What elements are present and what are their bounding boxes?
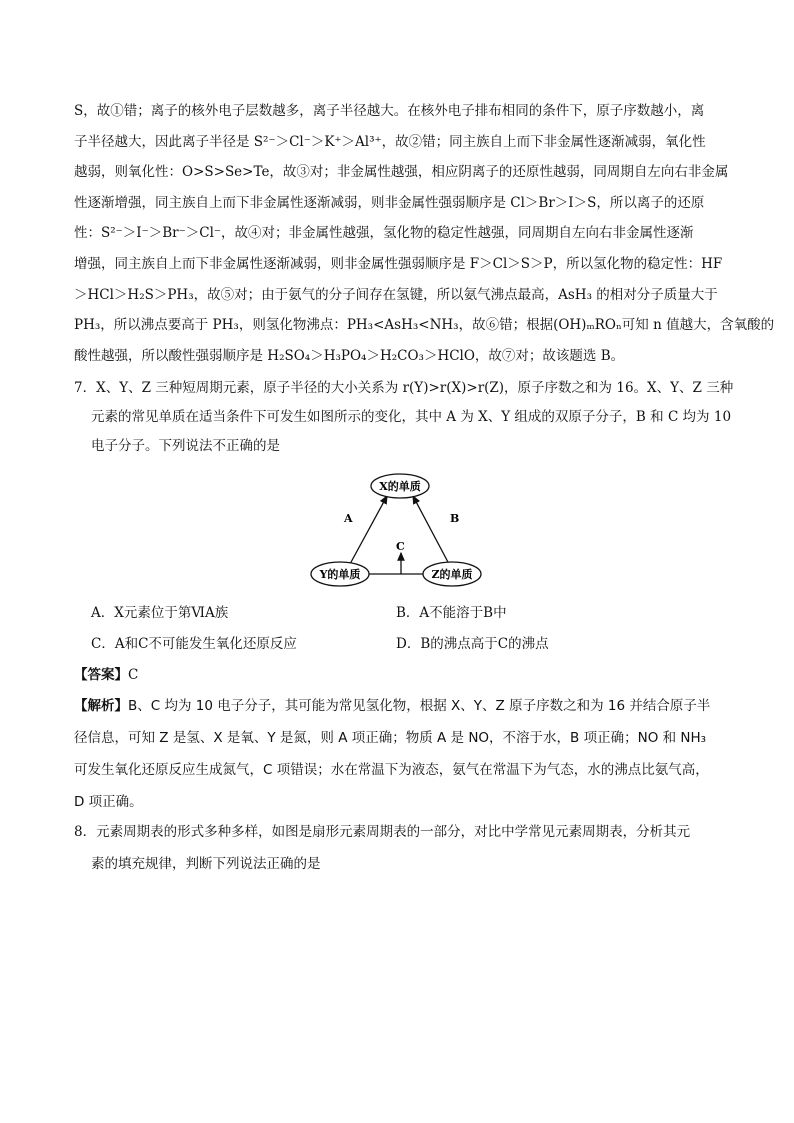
node-z-label: Z的单质: [431, 568, 473, 581]
analysis-line: 可发生氧化还原反应生成氮气，C 项错误；水在常温下为液态，氨气在常温下为气态，水的沸点比氨气高，: [74, 762, 709, 778]
analysis-line: B、C 均为 10 电子分子，其可能为常见氢化物，根据 X、Y、Z 原子序数之和为 16 并结合原子半: [128, 698, 711, 714]
passage-line: 增强，同主族自上而下非金属性逐渐减弱，则非金属性强弱顺序是 F＞Cl＞S＞P，所以氢化物的稳定性：HF: [74, 255, 723, 272]
option-a: A．X元素位于第ⅥA族: [91, 605, 229, 621]
edge-a-label: A: [344, 512, 353, 525]
explanation-passage: [74, 96, 775, 371]
passage-line: S，故①错；离子的核外电子层数越多，离子半径越大。在核外电子排布相同的条件下，原子序数越小，离: [74, 103, 705, 119]
passage-line: 酸性越强，所以酸性强弱顺序是 H₂SO₄＞H₃PO₄＞H₂CO₃＞HClO，故⑦对；故该题选 B。: [74, 347, 625, 364]
arrow-a: [350, 496, 387, 564]
answer-value: C: [128, 667, 139, 683]
question-line: 素的填充规律，判断下列说法正确的是: [91, 856, 321, 872]
edge-b-label: B: [450, 512, 460, 525]
passage-line: ＞HCl＞H₂S＞PH₃，故⑤对；由于氨气的分子间存在氢键，所以氨气沸点最高，AsH₃ 的相对分子质量大于: [74, 286, 718, 303]
question-8-stem: [74, 816, 690, 880]
passage-line: 性逐渐增强，同主族自上而下非金属性逐渐减弱，则非金属性强弱顺序是 Cl＞Br＞I＞S，所以离子的还原: [74, 194, 705, 211]
question-line: 电子分子。下列说法不正确的是: [91, 438, 280, 454]
arrow-b: [413, 496, 449, 564]
passage-line: 性：S²⁻＞I⁻＞Br⁻＞Cl⁻，故④对；非金属性越强，氢化物的稳定性越强，同周期自左向右非金属性逐渐: [74, 225, 694, 242]
analysis-label: 【解析】: [74, 698, 128, 714]
passage-line: 子半径越大，因此离子半径是 S²⁻＞Cl⁻＞K⁺＞Al³⁺，故②错；同主族自上而下非金属性逐渐减弱，氧化性: [74, 133, 706, 150]
question-line: 元素的常见单质在适当条件下可发生如图所示的变化，其中 A 为 X、Y 组成的双原子分子，B 和 C 均为 10: [91, 409, 732, 425]
option-c: C．A和C不可能发生氧化还原反应: [91, 636, 297, 652]
passage-line: PH₃，所以沸点要高于 PH₃，则氢化物沸点：PH₃<AsH₃<NH₃，故⑥错；根据(OH)ₘROₙ可知 n 值越大，含氧酸的: [74, 317, 775, 334]
answer-label: 【答案】: [74, 667, 128, 683]
question-7-stem: [74, 374, 733, 461]
analysis-block: [74, 690, 710, 818]
option-b: B．A不能溶于B中: [396, 605, 507, 621]
node-x-label: X的单质: [379, 480, 421, 493]
answer-line: [74, 663, 138, 683]
analysis-line: 径信息，可知 Z 是氢、X 是氧、Y 是氮，则 A 项正确；物质 A 是 NO，不溶于水，B 项正确；NO 和 NH₃: [74, 730, 707, 746]
question-line: 8．元素周期表的形式多种多样，如图是扇形元素周期表的一部分，对比中学常见元素周期表，分析其元: [74, 824, 691, 840]
node-y-label: Y的单质: [319, 568, 361, 581]
passage-line: 越弱，则氧化性：O>S>Se>Te，故③对；非金属性越强，相应阴离子的还原性越弱，同周期自左向右非金属: [74, 164, 729, 181]
option-d: D．B的沸点高于C的沸点: [396, 636, 549, 652]
edge-c-label: C: [396, 540, 405, 553]
triangle-diagram: [300, 470, 500, 590]
analysis-line: D 项正确。: [74, 794, 143, 810]
question-line: 7．X、Y、Z 三种短周期元素，原子半径的大小关系为 r(Y)>r(X)>r(Z)，原子序数之和为 16。X、Y、Z 三种: [74, 380, 734, 396]
